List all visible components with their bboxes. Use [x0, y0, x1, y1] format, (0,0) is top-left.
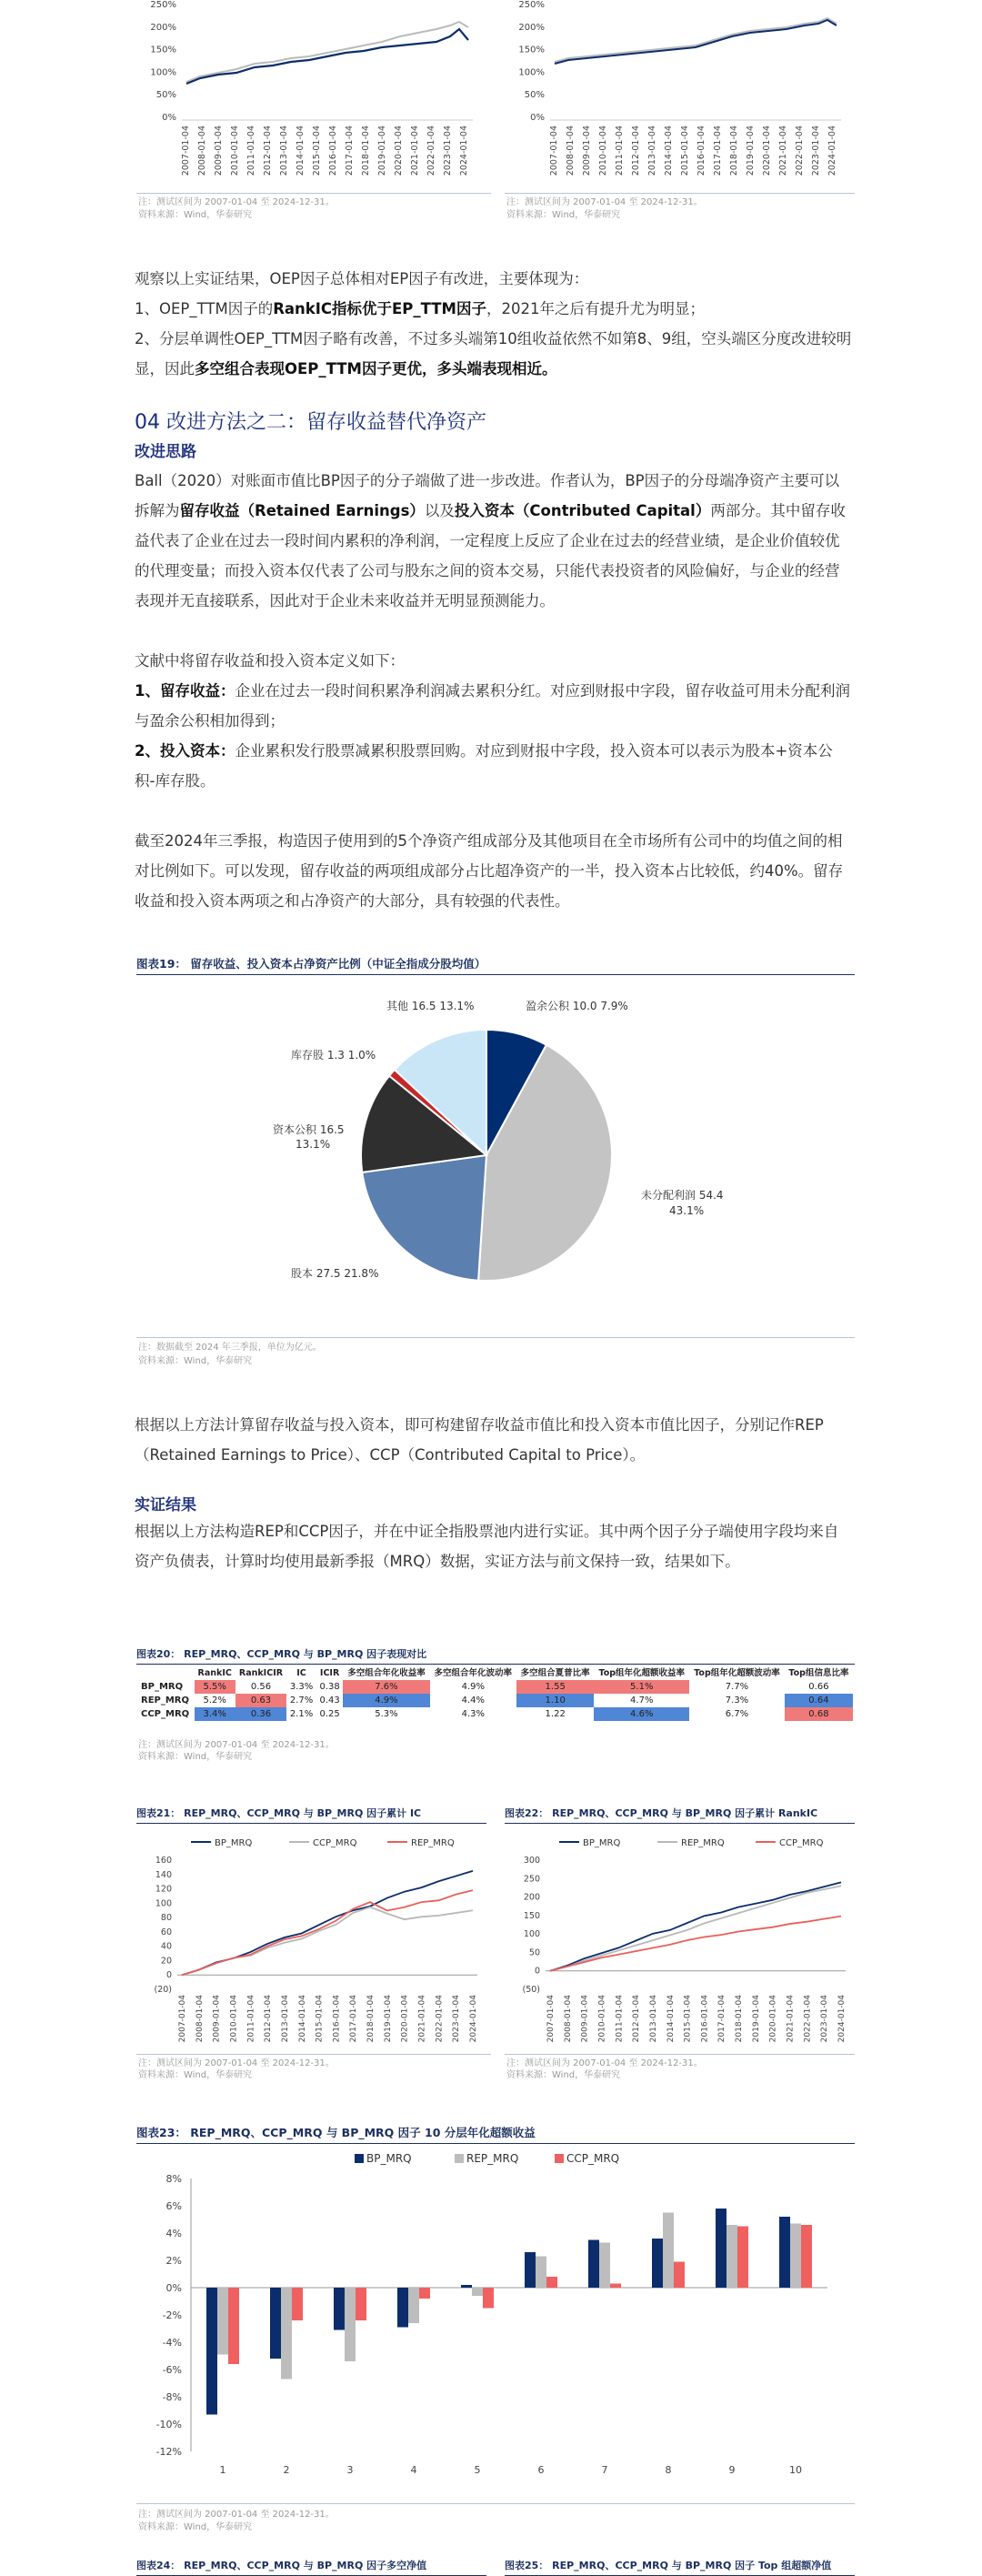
table-cell: 3.3%	[289, 1682, 314, 1692]
x-tick-label: 2015-01-04	[312, 126, 322, 176]
x-tick-label: 1	[219, 2464, 226, 2476]
x-tick-label: 2011-01-04	[246, 126, 256, 176]
x-tick-label: 2016-01-04	[328, 126, 338, 176]
x-tick-label: 5	[474, 2464, 481, 2476]
y-tick-label: 200	[523, 1892, 540, 1903]
row-label: BP_MRQ	[141, 1682, 184, 1692]
paragraph: Ball（2020）对账面市值比BP因子的分子端做了进一步改进。作者认为，BP因子的分母端净资产主要可以拆解为留存收益（Retained Earnings）以及投入资本（Contributed Capital）两部分。其中留存收益代表了企业在过去一段时间内累积的净利润，一定程度上反应了企业在过去的经营业绩，是企业价值较优的代理变量；而投入资本仅代表了公司与股东之间的资本交易，只能代表投资者的风险偏好，与企业的经营表现并无直接联系，因此对于企业未来收益并无明显预测能力。	[135, 472, 846, 609]
bar	[408, 2288, 419, 2323]
pie-slice	[362, 1155, 486, 1281]
table-header	[138, 1666, 195, 1680]
figure-title: 图表20： REP_MRQ、CCP_MRQ 与 BP_MRQ 因子表现对比	[136, 1646, 855, 1665]
table-cell: 0.56	[250, 1682, 272, 1692]
x-tick-label: 2017-01-04	[345, 126, 355, 176]
x-tick-label: 2018-01-04	[735, 1995, 745, 2043]
pie-label: 盈余公积 10.0 7.9%	[526, 1000, 628, 1012]
table-cell: 1.55	[516, 1680, 594, 1694]
bar	[599, 2243, 610, 2289]
table-cell: 5.1%	[594, 1680, 689, 1694]
note: 注：测试区间为 2007-01-04 至 2024-12-31。	[138, 1740, 335, 1750]
y-tick-label: 0	[165, 1970, 172, 1981]
comparison-table	[138, 1666, 853, 1721]
x-tick-label: 2014-01-04	[666, 1995, 676, 2043]
x-tick-label: 2020-01-04	[762, 126, 772, 176]
x-tick-label: 2008-01-04	[566, 126, 576, 176]
x-tick-label: 2010-01-04	[230, 126, 240, 176]
figure-title: 图表22： REP_MRQ、CCP_MRQ 与 BP_MRQ 因子累计 RankIC	[505, 1806, 855, 1824]
x-tick-label: 2013-01-04	[648, 1995, 658, 2043]
x-tick-label: 2008-01-04	[197, 126, 207, 176]
y-tick-label: -2%	[162, 2309, 182, 2321]
bar	[419, 2288, 430, 2299]
y-tick-label: 200%	[150, 22, 176, 33]
x-tick-label: 2013-01-04	[647, 126, 657, 176]
x-tick-label: 2022-01-04	[435, 1995, 445, 2043]
y-tick-label: 250%	[150, 0, 176, 10]
y-tick-label: 150%	[150, 45, 176, 55]
y-tick-label: -12%	[155, 2446, 182, 2458]
bar	[345, 2288, 356, 2361]
y-tick-label: 6%	[165, 2200, 182, 2212]
x-tick-label: 2022-01-04	[803, 1995, 813, 2043]
y-tick-label: -6%	[162, 2364, 182, 2376]
legend-label: REP_MRQ	[411, 1838, 455, 1848]
series-line	[182, 1907, 473, 1976]
x-tick-label: 2014-01-04	[297, 1995, 307, 2043]
paragraph: 根据以上方法计算留存收益与投入资本，即可构建留存收益市值比和投入资本市值比因子，分别记作REP（Retained Earnings to Price）、CCP（Contributed Capital to Price）。	[135, 1416, 824, 1464]
source: 资料来源：Wind，华泰研究	[138, 2522, 253, 2532]
x-tick-label: 2007-01-04	[181, 126, 191, 176]
x-tick-label: 2012-01-04	[263, 126, 273, 176]
y-tick-label: 120	[155, 1884, 172, 1895]
divider	[505, 193, 855, 194]
x-tick-label: 2014-01-04	[664, 126, 674, 176]
x-tick-label: 2023-01-04	[811, 126, 821, 176]
table-cell: 0.64	[785, 1694, 853, 1707]
x-tick-label: 2013-01-04	[279, 126, 289, 176]
x-tick-label: 2023-01-04	[452, 1995, 462, 2043]
x-tick-label: 2019-01-04	[746, 126, 756, 176]
x-tick-label: 3	[346, 2464, 354, 2476]
bar	[546, 2277, 557, 2288]
x-tick-label: 2011-01-04	[615, 126, 625, 176]
y-tick-label: 300	[523, 1856, 540, 1866]
table-cell: 4.7%	[630, 1696, 654, 1706]
bar	[536, 2257, 546, 2289]
table-header: 多空组合夏普比率	[520, 1667, 590, 1678]
divider	[136, 2503, 855, 2504]
table-cell: 5.2%	[203, 1696, 226, 1706]
table-cell: 0.63	[235, 1694, 286, 1707]
x-tick-label: 2008-01-04	[195, 1995, 205, 2043]
section-heading: 04 改进方法之二：留存收益替代净资产	[135, 411, 486, 434]
x-tick-label: 2012-01-04	[632, 1995, 642, 2043]
table-header: Top组年化超额波动率	[694, 1667, 780, 1678]
x-tick-label: 2007-01-04	[546, 1995, 556, 2043]
subheading: 改进思路	[135, 443, 196, 461]
bar	[779, 2217, 790, 2288]
table-header: ICIR	[319, 1667, 340, 1678]
bar	[663, 2213, 674, 2289]
table-cell: 2.1%	[289, 1709, 314, 1719]
y-tick-label: 0	[534, 1966, 540, 1977]
cumulative-rankic-chart	[505, 1833, 859, 2051]
paragraph: 截至2024年三季报，构造因子使用到的5个净资产组成部分及其他项目在全市场所有公司中的均值之间的相对比例如下。可以发现，留存收益的两项组成部分占比超净资产的一半，投入资本占比较低，约40%。留存收益和投入资本两项之和占净资产的大部分，具有较强的代表性。	[135, 832, 844, 910]
y-tick-label: 200%	[518, 22, 545, 33]
y-tick-label: 140	[155, 1869, 172, 1880]
row-label: CCP_MRQ	[141, 1709, 190, 1719]
y-tick-label: 40	[160, 1941, 172, 1952]
table-cell: 4.9%	[461, 1682, 485, 1692]
source: 资料来源：Wind，华泰研究	[138, 2070, 253, 2080]
y-tick-label: 50%	[155, 90, 176, 101]
x-tick-label: 2011-01-04	[615, 1995, 625, 2043]
x-tick-label: 2008-01-04	[563, 1995, 573, 2043]
paragraph: 2、分层单调性OEP_TTM因子略有改善，不过多头端第10组收益依然不如第8、9组，空头端区分度改进较明显，因此多空组合表现OEP_TTM因子更优，多头端表现相近。	[135, 330, 852, 377]
table-cell: 0.25	[319, 1709, 340, 1719]
y-tick-label: 100	[155, 1898, 172, 1909]
pie-label: 43.1%	[669, 1204, 705, 1217]
x-tick-label: 2021-01-04	[417, 1995, 427, 2043]
paragraph: 1、OEP_TTM因子的RankIC指标优于EP_TTM因子，2021年之后有提升尤为明显；	[135, 300, 705, 317]
table-cell: 1.22	[545, 1709, 566, 1719]
x-tick-label: 4	[410, 2464, 417, 2476]
x-tick-label: 10	[789, 2464, 802, 2476]
pie-label: 资本公积 16.5	[273, 1123, 345, 1136]
x-tick-label: 2015-01-04	[680, 126, 690, 176]
y-tick-label: 0%	[165, 2282, 182, 2294]
paragraph: 文献中将留存收益和投入资本定义如下：	[135, 652, 405, 669]
x-tick-label: 2012-01-04	[631, 126, 641, 176]
legend-label: BP_MRQ	[215, 1838, 253, 1848]
y-tick-label: 0%	[162, 113, 176, 123]
table-header: Top组信息比率	[788, 1667, 849, 1678]
table-header: 多空组合年化波动率	[434, 1667, 513, 1678]
note: 注：测试区间为 2007-01-04 至 2024-12-31。	[506, 197, 703, 207]
source: 资料来源：Wind，华泰研究	[506, 2070, 621, 2080]
table-cell: 3.4%	[195, 1707, 235, 1721]
figure-title: 图表19： 留存收益、投入资本占净资产比例（中证全指成分股均值）	[136, 955, 855, 975]
x-tick-label: 2018-01-04	[366, 1995, 376, 2043]
x-tick-label: 2021-01-04	[410, 126, 420, 176]
y-tick-label: 150	[523, 1910, 540, 1921]
divider	[136, 2054, 491, 2055]
x-tick-label: 8	[665, 2464, 672, 2476]
bar	[206, 2288, 217, 2415]
top-right-chart	[505, 0, 850, 186]
x-tick-label: 2023-01-04	[443, 126, 453, 176]
bar	[716, 2209, 726, 2288]
x-tick-label: 2014-01-04	[296, 126, 306, 176]
bar	[726, 2225, 737, 2288]
top-right-gray-line	[555, 18, 837, 62]
x-tick-label: 2016-01-04	[700, 1995, 710, 2043]
y-tick-label: -10%	[155, 2419, 182, 2430]
bar	[801, 2225, 812, 2288]
y-tick-label: -4%	[162, 2337, 182, 2349]
x-tick-label: 2017-01-04	[713, 126, 723, 176]
table-cell: 4.6%	[594, 1707, 689, 1721]
y-tick-label: 60	[160, 1927, 172, 1937]
table-cell: 5.3%	[375, 1709, 398, 1719]
x-tick-label: 2013-01-04	[280, 1995, 290, 2043]
x-tick-label: 2017-01-04	[717, 1995, 727, 2043]
x-tick-label: 2024-01-04	[827, 126, 837, 176]
paragraph: 观察以上实证结果，OEP因子总体相对EP因子有改进，主要体现为：	[135, 270, 589, 287]
legend-swatch	[455, 2154, 464, 2163]
x-tick-label: 2019-01-04	[377, 126, 387, 176]
pie-label: 未分配利润 54.4	[641, 1189, 724, 1202]
table-header: RankIC	[197, 1667, 232, 1678]
x-tick-label: 2017-01-04	[349, 1995, 359, 2043]
x-tick-label: 2024-01-04	[459, 126, 469, 176]
x-tick-label: 2021-01-04	[786, 1995, 796, 2043]
x-tick-label: 2009-01-04	[580, 1995, 590, 2043]
y-tick-label: (50)	[522, 1985, 540, 1995]
x-tick-label: 2024-01-04	[469, 1995, 478, 2043]
legend-label: CCP_MRQ	[313, 1838, 357, 1848]
bar	[652, 2239, 663, 2288]
legend-label: BP_MRQ	[583, 1838, 621, 1848]
x-tick-label: 2016-01-04	[332, 1995, 342, 2043]
bar	[588, 2240, 599, 2289]
subheading: 实证结果	[135, 1496, 196, 1514]
bar	[334, 2288, 345, 2330]
pie-label: 库存股 1.3 1.0%	[291, 1049, 376, 1062]
bar	[217, 2288, 228, 2355]
x-tick-label: 9	[728, 2464, 736, 2476]
x-tick-label: 2022-01-04	[795, 126, 805, 176]
x-tick-label: 2009-01-04	[214, 126, 224, 176]
x-tick-label: 2020-01-04	[768, 1995, 778, 2043]
pie-label: 13.1%	[296, 1138, 331, 1151]
y-tick-label: (20)	[154, 1985, 172, 1995]
y-tick-label: 8%	[165, 2173, 182, 2185]
x-tick-label: 2009-01-04	[212, 1995, 222, 2043]
y-tick-label: 250	[523, 1874, 540, 1885]
bar	[525, 2252, 536, 2288]
paragraph: 根据以上方法构造REP和CCP因子，并在中证全指股票池内进行实证。其中两个因子分子端使用字段均来自资产负债表，计算时均使用最新季报（MRQ）数据，实证方法与前文保持一致，结果如下。	[135, 1523, 839, 1570]
bar	[281, 2288, 292, 2380]
bar	[472, 2288, 483, 2296]
figure-title: 图表23： REP_MRQ、CCP_MRQ 与 BP_MRQ 因子 10 分层年化超额收益	[136, 2124, 855, 2144]
bar	[790, 2224, 801, 2289]
row-label: REP_MRQ	[141, 1696, 190, 1706]
cumulative-ic-chart	[136, 1833, 491, 2051]
x-tick-label: 2015-01-04	[683, 1995, 693, 2043]
table-row	[138, 1707, 853, 1721]
x-tick-label: 2007-01-04	[178, 1995, 187, 2043]
table-header: Top组年化超额收益率	[598, 1667, 686, 1678]
source: 资料来源：Wind，华泰研究	[138, 210, 253, 220]
top-left-chart	[136, 0, 482, 186]
y-tick-label: 50%	[524, 90, 545, 101]
bar	[610, 2284, 621, 2289]
y-tick-label: 250%	[518, 0, 545, 10]
source: 资料来源：Wind，华泰研究	[138, 1752, 253, 1762]
table-cell: 5.5%	[195, 1680, 235, 1694]
x-tick-label: 2021-01-04	[778, 126, 788, 176]
x-tick-label: 2007-01-04	[549, 126, 559, 176]
paragraph: 2、投入资本：企业累积发行股票减累积股票回购。对应到财报中字段，投入资本可以表示为股本+资本公积-库存股。	[135, 742, 833, 790]
divider	[136, 1337, 855, 1338]
x-tick-label: 2010-01-04	[598, 126, 608, 176]
divider	[505, 2054, 855, 2055]
bar	[397, 2288, 408, 2328]
x-tick-label: 2019-01-04	[751, 1995, 761, 2043]
bar	[356, 2288, 366, 2320]
y-tick-label: 80	[160, 1913, 172, 1924]
layer-bar-chart	[136, 2151, 855, 2497]
table-cell: 1.10	[516, 1694, 594, 1707]
note: 注：测试区间为 2007-01-04 至 2024-12-31。	[138, 197, 335, 207]
table-header: IC	[296, 1667, 306, 1678]
bar	[461, 2285, 472, 2288]
y-tick-label: 0%	[530, 113, 545, 123]
bar	[737, 2227, 748, 2289]
x-tick-label: 2011-01-04	[246, 1995, 256, 2043]
note: 注：测试区间为 2007-01-04 至 2024-12-31。	[506, 2058, 703, 2068]
table-header: RankICIR	[238, 1667, 284, 1678]
table-cell: 0.66	[808, 1682, 829, 1692]
figure-title: 图表24： REP_MRQ、CCP_MRQ 与 BP_MRQ 因子多空净值	[136, 2558, 486, 2576]
x-tick-label: 2020-01-04	[394, 126, 404, 176]
top-left-navy-line	[186, 29, 468, 84]
x-tick-label: 2020-01-04	[400, 1995, 410, 2043]
table-cell: 0.68	[785, 1707, 853, 1721]
table-cell: 7.3%	[725, 1696, 749, 1706]
source: 资料来源：Wind，华泰研究	[138, 1356, 253, 1366]
note: 注：测试区间为 2007-01-04 至 2024-12-31。	[138, 2510, 335, 2520]
bar	[483, 2288, 494, 2309]
x-tick-label: 2010-01-04	[597, 1995, 607, 2043]
table-cell: 4.3%	[461, 1709, 485, 1719]
table-header: 多空组合年化收益率	[347, 1667, 426, 1678]
table-cell: 0.43	[319, 1696, 340, 1706]
y-tick-label: 100%	[150, 67, 176, 78]
legend-label: BP_MRQ	[366, 2152, 412, 2165]
y-tick-label: 2%	[165, 2255, 182, 2267]
y-tick-label: 50	[528, 1947, 540, 1958]
table-cell: 7.7%	[725, 1682, 749, 1692]
x-tick-label: 2	[283, 2464, 290, 2476]
series-line	[182, 1871, 473, 1975]
pie-chart	[136, 982, 855, 1337]
legend-label: REP_MRQ	[466, 2152, 519, 2165]
x-tick-label: 2010-01-04	[229, 1995, 239, 2043]
table-cell: 4.9%	[343, 1694, 429, 1707]
pie-label: 其他 16.5 13.1%	[386, 1000, 475, 1012]
figure-title: 图表25： REP_MRQ、CCP_MRQ 与 BP_MRQ 因子 Top 组超额净值	[505, 2558, 855, 2576]
bar	[270, 2288, 281, 2359]
table-cell: 7.6%	[343, 1680, 429, 1694]
series-line	[550, 1917, 841, 1971]
table-row	[138, 1680, 853, 1694]
x-tick-label: 2015-01-04	[315, 1995, 325, 2043]
y-tick-label: 100%	[518, 67, 545, 78]
note: 注：数据截至 2024 年三季报，单位为亿元。	[138, 1343, 322, 1353]
legend-swatch	[355, 2154, 364, 2163]
pie-label: 股本 27.5 21.8%	[291, 1267, 379, 1280]
bar	[674, 2262, 685, 2289]
x-tick-label: 2019-01-04	[383, 1995, 393, 2043]
x-tick-label: 2024-01-04	[837, 1995, 847, 2043]
paragraph: 1、留存收益：企业在过去一段时间积累净利润减去累积分红。对应到财报中字段，留存收益可用未分配利润与盈余公积相加得到；	[135, 682, 850, 730]
legend-swatch	[555, 2154, 564, 2163]
y-tick-label: 160	[155, 1856, 172, 1866]
legend-label: REP_MRQ	[681, 1838, 725, 1848]
table-cell: 0.36	[235, 1707, 286, 1721]
x-tick-label: 2012-01-04	[264, 1995, 274, 2043]
note: 注：测试区间为 2007-01-04 至 2024-12-31。	[138, 2058, 335, 2068]
y-tick-label: 150%	[518, 45, 545, 55]
y-tick-label: 4%	[165, 2228, 182, 2239]
x-tick-label: 2016-01-04	[696, 126, 706, 176]
legend-label: CCP_MRQ	[779, 1838, 824, 1848]
x-tick-label: 2022-01-04	[426, 126, 436, 176]
x-tick-label: 7	[601, 2464, 608, 2476]
table-row	[138, 1694, 853, 1707]
series-line	[550, 1886, 841, 1970]
x-tick-label: 2009-01-04	[582, 126, 592, 176]
y-tick-label: 100	[523, 1929, 540, 1940]
legend-label: CCP_MRQ	[566, 2152, 620, 2165]
x-tick-label: 6	[537, 2464, 545, 2476]
x-tick-label: 2018-01-04	[361, 126, 371, 176]
bar	[228, 2288, 239, 2364]
y-tick-label: -8%	[162, 2391, 182, 2403]
table-cell: 0.38	[319, 1682, 340, 1692]
table-cell: 2.7%	[289, 1696, 314, 1706]
table-cell: 4.4%	[461, 1696, 485, 1706]
divider	[136, 193, 491, 194]
y-tick-label: 20	[160, 1956, 172, 1967]
x-tick-label: 2018-01-04	[729, 126, 739, 176]
series-line	[182, 1890, 473, 1975]
source: 资料来源：Wind，华泰研究	[506, 210, 621, 220]
figure-title: 图表21： REP_MRQ、CCP_MRQ 与 BP_MRQ 因子累计 IC	[136, 1806, 486, 1824]
table-cell: 6.7%	[725, 1709, 749, 1719]
bar	[292, 2288, 303, 2320]
x-tick-label: 2023-01-04	[820, 1995, 830, 2043]
